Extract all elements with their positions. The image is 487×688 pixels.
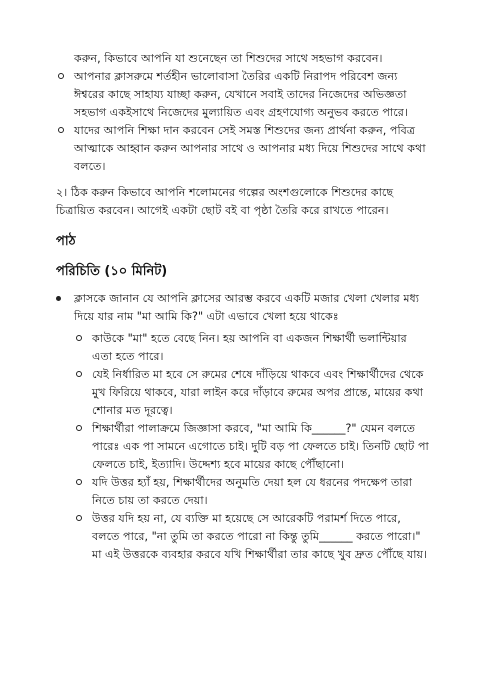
bullet-item — [74, 290, 429, 564]
list-item-text: শিক্ষার্থীরা পালাক্রমে জিজ্ঞাসা করবে, "মা আমি কি______?" যেমন বলতে পারেঃ এক পা সামনে এগোতে চাই। দুটি বড় পা ফেলতে চাই। তিনটি ছোট পা ফেলতে চাই, ইত্যাদি। উদ্দেশ্য হবে মায়ের কাছে পৌঁছানো। — [92, 422, 429, 471]
circle-bullet-icon — [76, 371, 82, 377]
list-item-text: যদি উত্তর হ্যাঁ হয়, শিক্ষার্থীদের অনুমতি দেয়া হল যে ধরনের পদক্ষেপ তারা নিতে চায় তা করতে দেয়া। — [92, 476, 413, 507]
numbered-paragraph: ২। ঠিক করুন কিভাবে আপনি শলোমনের গল্পের অংশগুলোকে শিশুদের কাছে চিত্রায়িত করবেন। আগেই একটা ছোট বই বা পৃষ্ঠা তৈরি করে রাখতে পারেন। — [56, 186, 394, 217]
circle-bullet-icon — [76, 479, 82, 485]
intro-heading: পরিচিতি (১০ মিনিট) — [56, 264, 168, 279]
list-item-text: আপনার ক্লাসরুমে শর্তহীন ভালোবাসা তৈরির একটি নিরাপদ পরিবেশ জন্য ঈশ্বরের কাছে সাহায্য যাচ্ছা করুন, যেখানে সবাই তাদের নিজেদের অভিজ্ঞতা সহভাগ একইসাথে নিজেদের মুল্যায়িত এবং গ্রহণযোগ্য অনুভব করতে পারে। — [74, 70, 408, 119]
circle-bullet-icon — [58, 73, 64, 79]
circle-bullet-icon — [76, 425, 82, 431]
list-item — [74, 474, 429, 510]
circle-bullet-icon — [76, 515, 82, 521]
list-item-text: কাউকে "মা" হতে বেছে নিন। হয় আপনি বা একজন শিক্ষার্থী ভলান্টিয়ার এতা হতে পারে। — [92, 332, 407, 363]
bullet-list — [56, 290, 429, 564]
list-item — [56, 68, 429, 122]
game-steps-list — [74, 330, 429, 564]
list-item — [74, 366, 429, 420]
circle-bullet-icon — [76, 335, 82, 341]
list-item-text: যেই নির্ধারিত মা হবে সে রুমের শেষে দাঁড়িয়ে থাকবে এবং শিক্ষার্থীদের থেকে মুখ ফিরিয়ে থাকবে, যারা লাইন করে দাঁড়াবে রুমের অপর প্রান্তে, মায়ের কথা শোনার মত দূরত্বে। — [92, 368, 424, 417]
bullet-text: ক্লাসকে জানান যে আপনি ক্লাসের আরম্ভ করবে একটি মজার খেলা খেলার মধ্য দিয়ে যার নাম "মা আমি কি?" এটা এভাবে খেলা হয়ে থাকেঃ — [74, 292, 420, 323]
circle-bullet-icon — [58, 127, 64, 133]
list-item — [56, 122, 429, 176]
top-sub-list — [56, 68, 429, 176]
list-item-text: উত্তর যদি হয় না, যে ব্যক্তি মা হয়েছে সে আরেকটি পরামর্শ দিতে পারে, বলতে পারে, "না তুমি তা করতে পারো না কিন্তু তুমি______ করতে পারো।" মা এই উত্তরকে ব্যবহার করবে যখি শিক্ষার্থীরা তার কাছে খুব দ্রুত পৌঁছে যায়। — [92, 512, 428, 561]
list-item — [74, 510, 429, 564]
list-item — [74, 420, 429, 474]
continued-text: করুন, কিভাবে আপনি যা শুনেছেন তা শিশুদের সাথে সহভাগ করবেন। — [74, 52, 383, 65]
dot-bullet-icon — [56, 296, 61, 301]
lesson-heading: পাঠ — [56, 234, 76, 249]
list-item-text: যাদের আপনি শিক্ষা দান করবেন সেই সমস্ত শিশুদের জন্য প্রার্থনা করুন, পবিত্র আত্মাকে আহ্বান করুন আপনার সাথে ও আপনার মধ্য দিয়ে শিশুদের সাথে কথা বলতে। — [74, 124, 426, 173]
list-item — [74, 330, 429, 366]
